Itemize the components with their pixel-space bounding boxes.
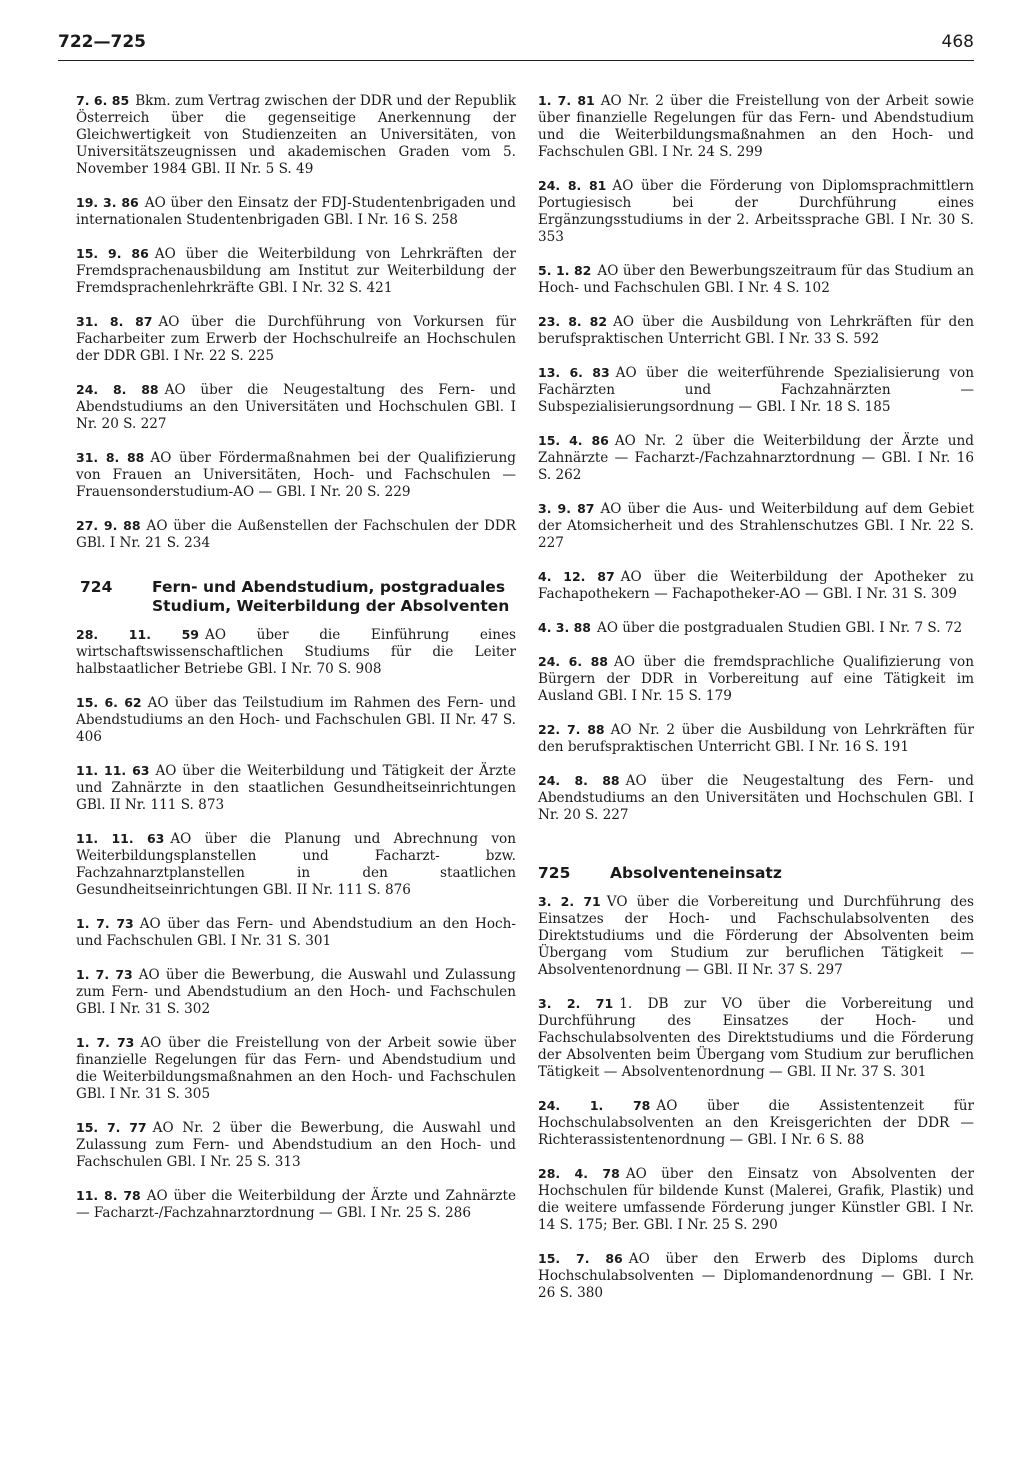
law-entry — [76, 92, 516, 178]
law-entry — [76, 1034, 516, 1103]
law-entry — [538, 500, 974, 552]
entry-text: AO über das Fern- und Abendstudium an den Hoch- und Fachschulen GBl. I Nr. 31 S. 301 — [76, 916, 516, 949]
entry-date: 24. 8. 81 — [538, 178, 607, 193]
entry-date: 1. 7. 81 — [538, 93, 595, 108]
law-entry — [538, 568, 974, 603]
entry-date: 1. 7. 73 — [76, 967, 133, 982]
law-entry — [538, 262, 974, 297]
entry-date: 15. 4. 86 — [538, 433, 609, 448]
entry-text: AO Nr. 2 über die Weiterbildung der Ärzte und Zahnärzte — Facharzt-/Fachzahnarztordnung — GBl. I Nr. 16 S. 262 — [538, 433, 974, 483]
entry-text: AO über die Außenstellen der Fachschulen der DDR GBl. I Nr. 21 S. 234 — [76, 518, 516, 551]
law-entry — [76, 762, 516, 814]
entry-date: 11. 11. 63 — [76, 831, 165, 846]
entries-724 — [76, 626, 516, 1222]
entry-text: AO über die Aus- und Weiterbildung auf dem Gebiet der Atomsicherheit und des Strahlenschutzes GBl. I Nr. 22 S. 227 — [538, 501, 974, 551]
entry-date: 15. 7. 86 — [538, 1251, 623, 1266]
law-entry — [538, 92, 974, 161]
law-entry — [76, 245, 516, 297]
entry-text: AO über die Einführung eines wirtschaftswissenschaftlichen Studiums für die Leiter halbstaatlicher Betriebe GBl. I Nr. 70 S. 908 — [76, 627, 516, 677]
entry-text: Bkm. zum Vertrag zwischen der DDR und der Republik Österreich über die gegenseitige Anerkennung der Gleichwertigkeit von Studienzeiten an Universitäten, von Universitätszeugnissen und akademischen Graden vom 5. November 1984 GBl. II Nr. 5 S. 49 — [76, 93, 516, 177]
entries-724-continued — [538, 92, 974, 824]
entry-date: 3. 9. 87 — [538, 501, 595, 516]
entry-text: AO Nr. 2 über die Freistellung von der Arbeit sowie über finanzielle Regelungen für das Fern- und Abendstudium und die Weiterbildungsmaßnahmen an den Hoch- und Fachschulen GBl. I Nr. 24 S. 299 — [538, 93, 974, 160]
law-entry — [538, 1250, 974, 1302]
entry-text: AO über die Förderung von Diplomsprachmittlern Portugiesisch bei der Durchführung eines Ergänzungsstudiums in der 2. Arbeitssprache GBl. I Nr. 30 S. 353 — [538, 178, 974, 245]
entry-date: 19. 3. 86 — [76, 195, 139, 210]
entry-text: AO Nr. 2 über die Bewerbung, die Auswahl und Zulassung zum Fern- und Abendstudium an den Hoch- und Fachschulen GBl. I Nr. 25 S. 313 — [76, 1120, 516, 1170]
page-header — [58, 32, 974, 60]
law-entry — [538, 1165, 974, 1234]
law-entry — [76, 1187, 516, 1222]
entry-date: 24. 8. 88 — [538, 773, 620, 788]
law-entry — [538, 653, 974, 705]
page-number: 468 — [941, 32, 974, 52]
entry-text: AO über die weiterführende Spezialisierung von Fachärzten und Fachzahnärzten — Subspezialisierungsordnung — GBl. I Nr. 18 S. 185 — [538, 365, 974, 415]
entry-date: 24. 6. 88 — [538, 654, 608, 669]
law-entry — [538, 1097, 974, 1149]
entry-date: 11. 8. 78 — [76, 1188, 141, 1203]
law-entry — [538, 772, 974, 824]
entry-text: AO über die Freistellung von der Arbeit sowie über finanzielle Regelungen für das Fern- und Abendstudium und die Weiterbildungsmaßnahmen an den Hoch- und Fachschulen GBl. I Nr. 31 S. 305 — [76, 1035, 516, 1102]
law-entry — [538, 432, 974, 484]
entry-date: 3. 2. 71 — [538, 996, 614, 1011]
section-title: Fern- und Abendstudium, postgraduales Studium, Weiterbildung der Absolventen — [152, 578, 510, 615]
entry-text: AO über den Einsatz von Absolventen der Hochschulen für bildende Kunst (Malerei, Grafik, Plastik) und die weitere umfassende Förderung junger Künstler GBl. I Nr. 14 S. 175; Ber. GBl. I Nr. 25 S. 290 — [538, 1166, 974, 1233]
law-entry — [76, 830, 516, 899]
entry-text: AO über die Planung und Abrechnung von Weiterbildungsplanstellen und Facharzt- bzw. Fachzahnarztplanstellen in den staatlichen Gesundheitseinrichtungen GBl. II Nr. 111 S. 876 — [76, 831, 516, 898]
entry-text: AO über die Assistentenzeit für Hochschulabsolventen an den Kreisgerichten der DDR — Richterassistentenordnung — GBl. I Nr. 6 S. 88 — [538, 1098, 974, 1148]
entry-date: 7. 6. 85 — [76, 93, 130, 108]
entry-date: 11. 11. 63 — [76, 763, 150, 778]
entry-date: 3. 2. 71 — [538, 894, 601, 909]
entry-text: AO über die fremdsprachliche Qualifizierung von Bürgern der DDR in Vorbereitung auf eine Tätigkeit im Ausland GBl. I Nr. 15 S. 179 — [538, 654, 974, 704]
entry-date: 24. 1. 78 — [538, 1098, 651, 1113]
entry-text: 1. DB zur VO über die Vorbereitung und Durchführung des Einsatzes der Hoch- und Fachschulabsolventen des Direktstudiums und die Förderung der Absolventen beim Übergang vom Studium zur beruflichen Tätigkeit — Absolventenordnung — GBl. II Nr. 37 S. 301 — [538, 996, 974, 1080]
law-entry — [76, 915, 516, 950]
entry-date: 15. 9. 86 — [76, 246, 149, 261]
entry-text: AO über die Weiterbildung von Lehrkräften der Fremdsprachenausbildung am Institut zur Weiterbildung der Fremdsprachenlehrkräfte GBl. I Nr. 32 S. 421 — [76, 246, 516, 296]
entry-text: AO über die Bewerbung, die Auswahl und Zulassung zum Fern- und Abendstudium an den Hoch- und Fachschulen GBl. I Nr. 31 S. 302 — [76, 967, 516, 1017]
header-rule — [58, 60, 974, 61]
law-entry — [76, 194, 516, 229]
section-range: 722—725 — [58, 32, 146, 52]
entry-text: AO über den Einsatz der FDJ-Studentenbrigaden und internationalen Studentenbrigaden GBl. I Nr. 16 S. 258 — [76, 195, 516, 228]
entry-date: 5. 1. 82 — [538, 263, 592, 278]
law-entry — [76, 313, 516, 365]
entry-text: AO über die Ausbildung von Lehrkräften für den berufspraktischen Unterricht GBl. I Nr. 33 S. 592 — [538, 314, 974, 347]
entry-text: AO Nr. 2 über die Ausbildung von Lehrkräften für den berufspraktischen Unterricht GBl. I Nr. 16 S. 191 — [538, 722, 974, 755]
entry-date: 1. 7. 73 — [76, 1035, 135, 1050]
law-entry — [538, 995, 974, 1081]
entry-date: 4. 3. 88 — [538, 620, 591, 635]
entry-text: AO über die Weiterbildung der Apotheker zu Fachapothekern — Fachapotheker-AO — GBl. I Nr. 31 S. 309 — [538, 569, 974, 602]
entry-text: AO über den Erwerb des Diploms durch Hochschulabsolventen — Diplomandenordnung — GBl. I Nr. 26 S. 380 — [538, 1251, 974, 1301]
right-column — [538, 92, 974, 1318]
entry-text: AO über Fördermaßnahmen bei der Qualifizierung von Frauen an Universitäten, Hoch- und Fachschulen — Frauensonderstudium-AO — GBl. I Nr. 20 S. 229 — [76, 450, 516, 500]
entry-date: 15. 6. 62 — [76, 695, 142, 710]
entry-date: 28. 4. 78 — [538, 1166, 620, 1181]
entry-text: AO über die Durchführung von Vorkursen für Facharbeiter zum Erwerb der Hochschulreife an Hochschulen der DDR GBl. I Nr. 22 S. 225 — [76, 314, 516, 364]
law-entry — [76, 517, 516, 552]
entries-725 — [538, 893, 974, 1302]
entry-date: 15. 7. 77 — [76, 1120, 147, 1135]
entry-text: AO über den Bewerbungszeitraum für das Studium an Hoch- und Fachschulen GBl. I Nr. 4 S. 102 — [538, 263, 974, 296]
entry-date: 27. 9. 88 — [76, 518, 141, 533]
entry-text: AO über die postgradualen Studien GBl. I Nr. 7 S. 72 — [597, 620, 963, 636]
law-entry — [538, 313, 974, 348]
entry-text: AO über die Weiterbildung und Tätigkeit der Ärzte und Zahnärzte in den staatlichen Gesundheitseinrichtungen GBl. II Nr. 111 S. 873 — [76, 763, 517, 813]
section-heading-724 — [80, 578, 516, 616]
entry-date: 28. 11. 59 — [76, 627, 199, 642]
law-entry — [538, 364, 974, 416]
law-entry — [538, 893, 974, 979]
law-entry — [76, 1119, 516, 1171]
law-entry — [76, 966, 516, 1018]
entry-text: AO über die Neugestaltung des Fern- und Abendstudiums an den Universitäten und Hochschulen GBl. I Nr. 20 S. 227 — [76, 382, 516, 432]
law-entry — [538, 619, 974, 637]
entry-text: AO über das Teilstudium im Rahmen des Fern- und Abendstudiums an den Hoch- und Fachschulen GBl. II Nr. 47 S. 406 — [76, 695, 516, 745]
law-entry — [538, 721, 974, 756]
section-number: 725 — [538, 864, 571, 882]
law-entry — [76, 694, 516, 746]
entry-date: 23. 8. 82 — [538, 314, 608, 329]
entry-text: AO über die Weiterbildung der Ärzte und Zahnärzte — Facharzt-/Fachzahnarztordnung — GBl. I Nr. 25 S. 286 — [76, 1188, 516, 1221]
entry-date: 22. 7. 88 — [538, 722, 605, 737]
entry-date: 31. 8. 87 — [76, 314, 153, 329]
entry-date: 24. 8. 88 — [76, 382, 159, 397]
section-title: Absolventeneinsatz — [610, 864, 782, 882]
entry-date: 13. 6. 83 — [538, 365, 610, 380]
left-column — [76, 92, 516, 1238]
entry-date: 1. 7. 73 — [76, 916, 134, 931]
section-number: 724 — [80, 578, 113, 596]
entry-text: AO über die Neugestaltung des Fern- und Abendstudiums an den Universitäten und Hochschulen GBl. I Nr. 20 S. 227 — [538, 773, 974, 823]
law-entry — [76, 381, 516, 433]
entry-date: 31. 8. 88 — [76, 450, 145, 465]
entry-date: 4. 12. 87 — [538, 569, 615, 584]
law-entry — [538, 177, 974, 246]
entry-text: VO über die Vorbereitung und Durchführung des Einsatzes der Hoch- und Fachschulabsolventen des Direktstudiums und die Förderung der Absolventen beim Übergang vom Studium zur beruflichen Tätigkeit — Absolventenordnung — GBl. II Nr. 37 S. 297 — [538, 894, 974, 978]
entries-723 — [76, 92, 516, 552]
law-entry — [76, 626, 516, 678]
law-entry — [76, 449, 516, 501]
section-heading-725 — [538, 864, 974, 883]
